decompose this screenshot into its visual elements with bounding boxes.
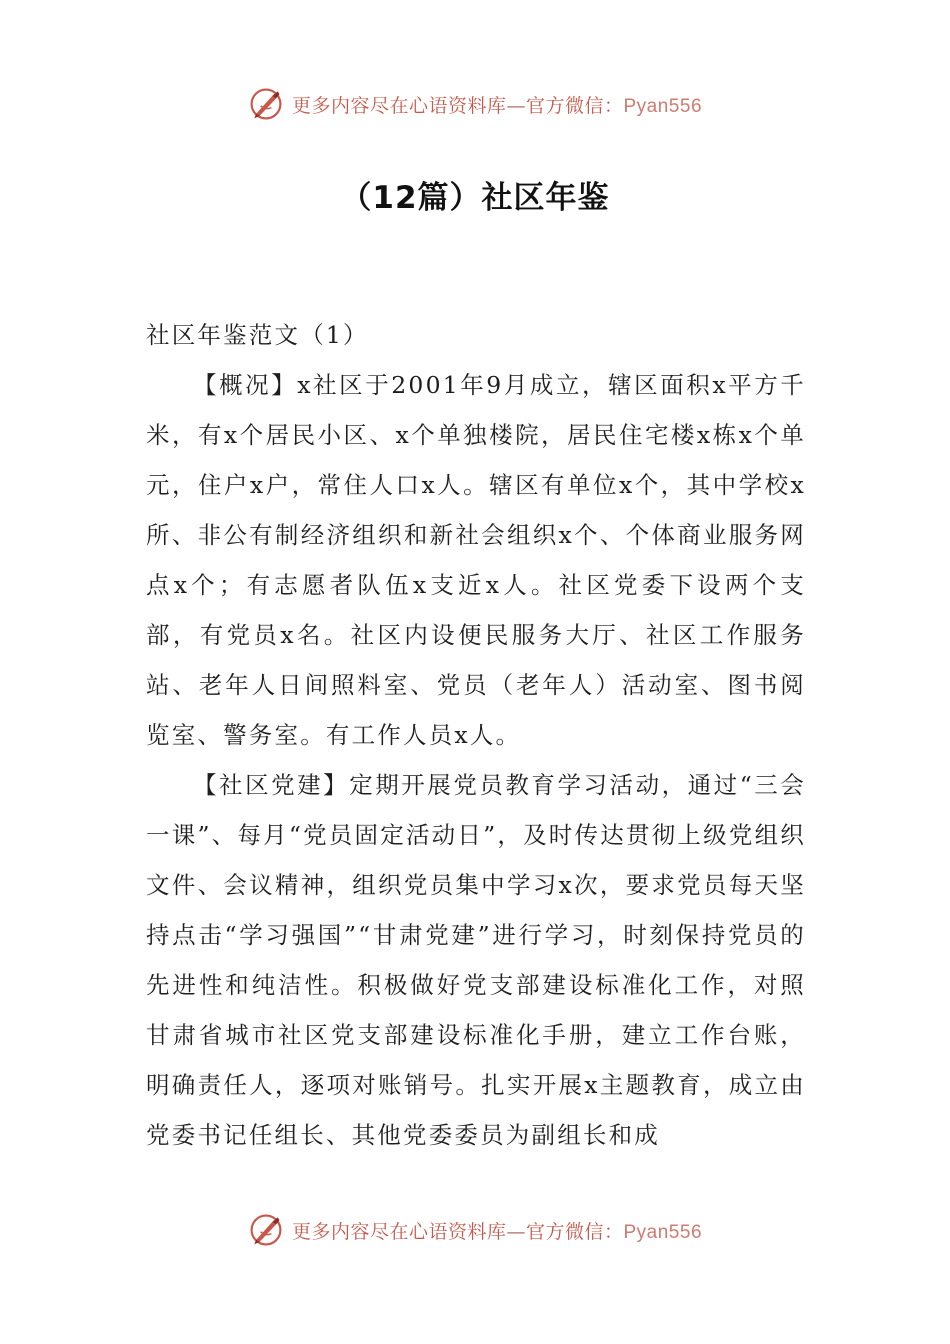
banner-text [292,1217,702,1244]
paragraph-party-building: 【社区党建】定期开展党员教育学习活动，通过“三会一课”、每月“党员固定活动日”，及时传达贯彻上级党组织文件、会议精神，组织党员集中学习x次，要求党员每天坚持点击“学习强国”“甘肃党建”进行学习，时刻保持党员的先进性和纯洁性。积极做好党支部建设标准化工作，对照甘肃省城市社区党支部建设标准化手册，建立工作台账，明确责任人，逐项对账销号。扎实开展x主题教育，成立由党委书记任组长、其他党委委员为副组长和成 [146,771,806,1149]
banner-wechat-label: 官方微信： [525,1220,624,1243]
section-heading: 社区年鉴范文（1） [146,321,369,349]
header-banner [0,82,950,126]
banner-dash: — [506,94,526,117]
banner-wechat-label: 官方微信： [525,94,624,117]
footer-banner [0,1208,950,1252]
banner-dash: — [506,1220,526,1243]
paragraph-overview: 【概况】x社区于2001年9月成立，辖区面积x平方千米，有x个居民小区、x个单独楼院，居民住宅楼x栋x个单元，住户x户，常住人口x人。辖区有单位x个，其中学校x所、非公有制经济组织和新社会组织x个、个体商业服务网点x个；有志愿者队伍x支近x人。社区党委下设两个支部，有党员x名。社区内设便民服务大厅、社区工作服务站、老年人日间照料室、党员（老年人）活动室、图书阅览室、警务室。有工作人员x人。 [146,371,806,749]
document-body [146,310,806,1160]
banner-text [292,91,702,118]
banner-wechat-id: Pyan556 [623,1221,703,1243]
pen-logo-icon [248,1212,284,1248]
banner-wechat-id: Pyan556 [623,95,703,117]
banner-main-text: 更多内容尽在心语资料库 [291,1220,507,1243]
document-title: （12篇）社区年鉴 [340,180,610,216]
banner-main-text: 更多内容尽在心语资料库 [291,94,507,117]
pen-logo-icon [248,86,284,122]
